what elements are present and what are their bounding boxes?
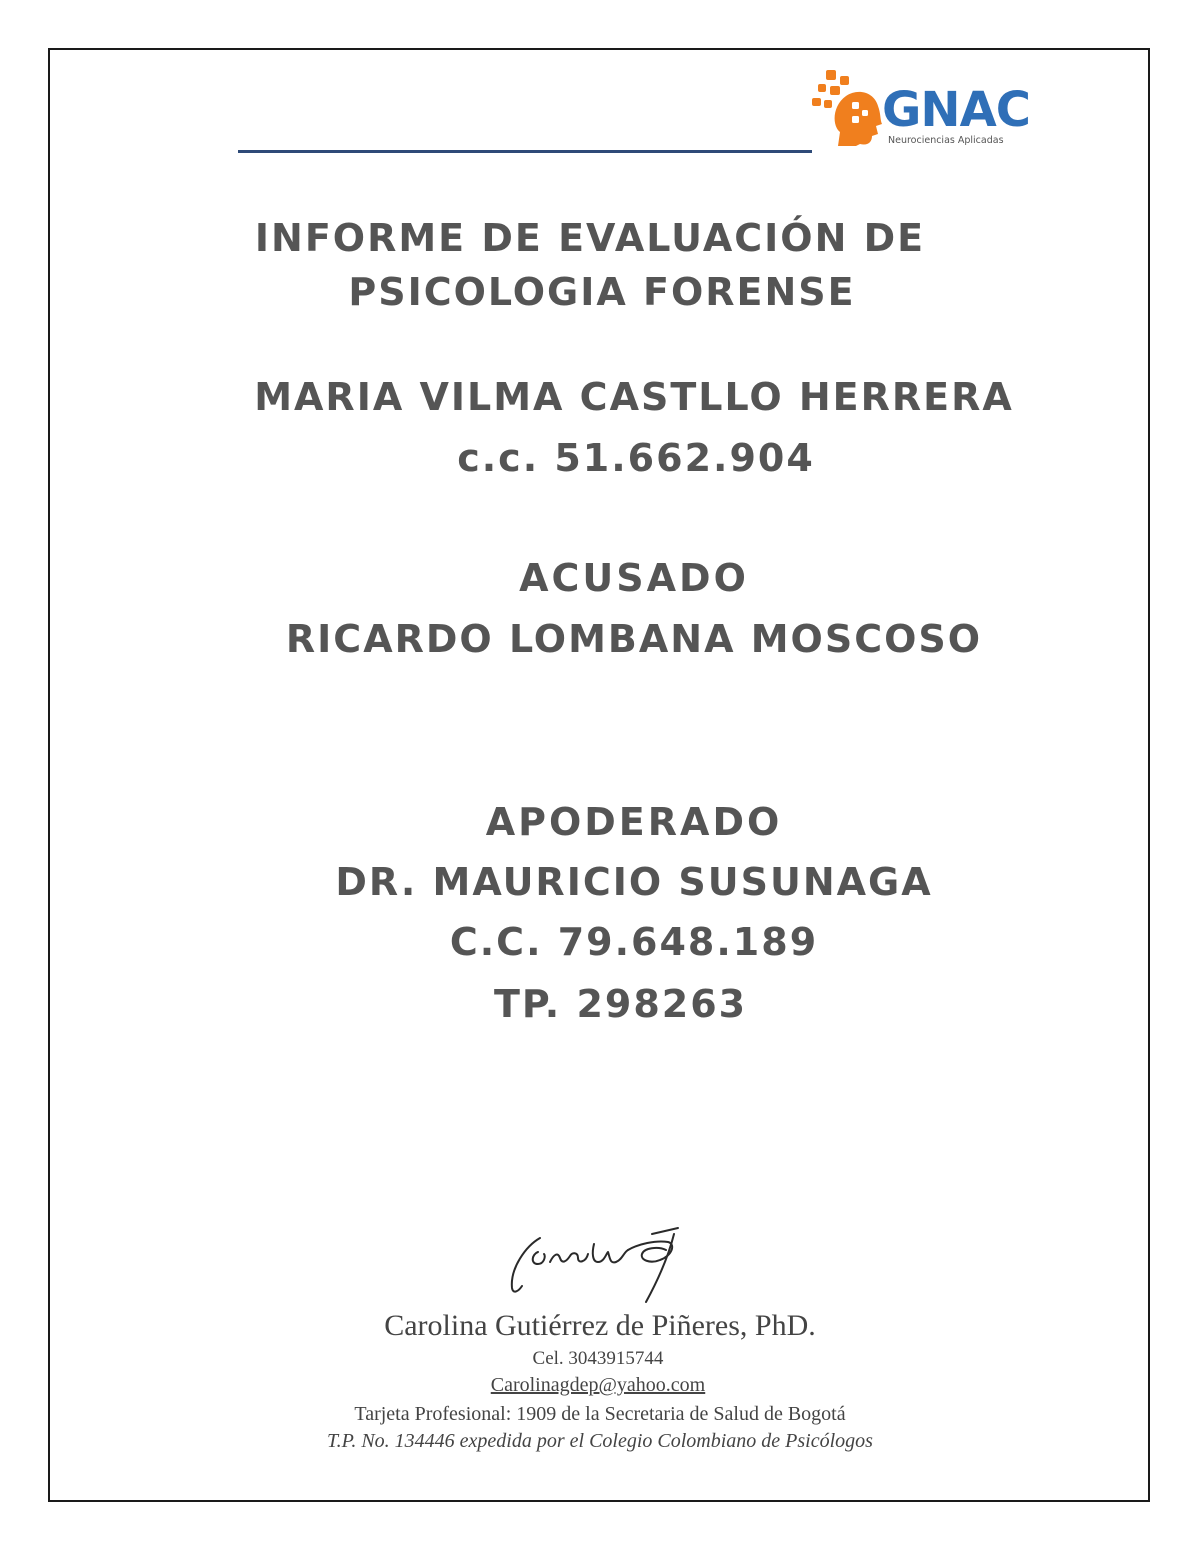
signer-name: Carolina Gutiérrez de Piñeres, PhD.: [384, 1309, 816, 1342]
handwritten-signature: [498, 1218, 698, 1310]
accused-name: RICARDO LOMBANA MOSCOSO: [285, 617, 983, 661]
report-title-line1: INFORME DE EVALUACIÓN DE: [254, 216, 926, 260]
signer-professional-card: Tarjeta Profesional: 1909 de la Secretaria de Salud de Bogotá: [354, 1403, 846, 1425]
attorney-tp: TP. 298263: [494, 982, 748, 1026]
signer-phone: Cel. 3043915744: [532, 1348, 664, 1369]
accused-label: ACUSADO: [519, 556, 749, 600]
logo-wordmark: GNAC: [882, 82, 1030, 138]
header-rule: [238, 150, 812, 153]
attorney-name: DR. MAURICIO SUSUNAGA: [335, 860, 933, 904]
subject-name: MARIA VILMA CASTLLO HERRERA: [254, 375, 1014, 419]
attorney-id: C.C. 79.648.189: [449, 920, 819, 964]
attorney-label: APODERADO: [485, 800, 783, 844]
report-title-line2: PSICOLOGIA FORENSE: [348, 270, 856, 314]
subject-id: c.c. 51.662.904: [457, 436, 815, 480]
logo-subtitle: Neurociencias Aplicadas: [888, 135, 1004, 146]
signer-email-link[interactable]: Carolinagdep@yahoo.com: [490, 1374, 706, 1396]
signer-tp-number: T.P. No. 134446 expedida por el Colegio Colombiano de Psicólogos: [327, 1430, 873, 1452]
